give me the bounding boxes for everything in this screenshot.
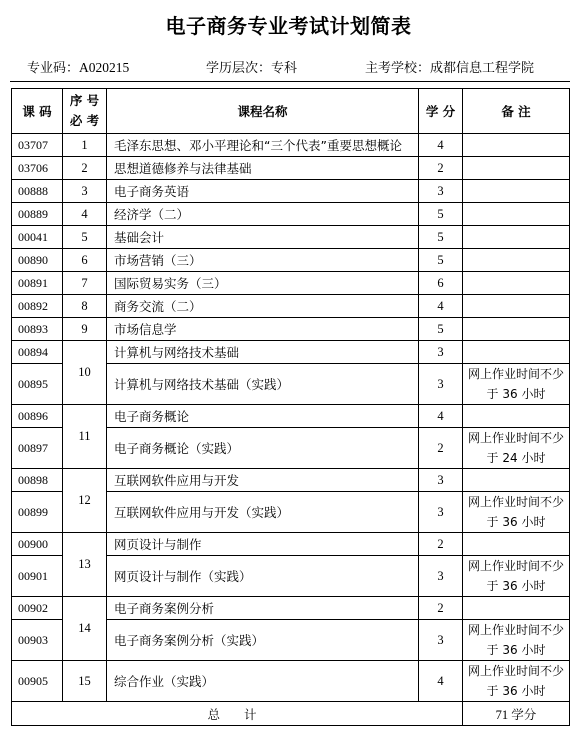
table-row [12,295,570,318]
education-level [206,57,297,76]
table-row [12,318,570,341]
total-row [12,702,570,726]
course-name: 计算机与网络技术基础（实践） [107,364,419,405]
course-seq: 12 [63,469,107,533]
course-name: 基础会计 [107,226,419,249]
course-note [463,318,570,341]
course-name: 电子商务概论 [107,405,419,428]
course-seq: 4 [63,203,107,226]
course-note [463,533,570,556]
table-row [12,157,570,180]
course-credit: 2 [419,533,463,556]
course-credit: 3 [419,492,463,533]
course-name: 电子商务概论（实践） [107,428,419,469]
course-note [463,405,570,428]
course-note: 网上作业时间不少于 36 小时 [463,364,570,405]
course-name: 互联网软件应用与开发 [107,469,419,492]
course-name: 计算机与网络技术基础 [107,341,419,364]
education-level-value: 专科 [271,61,298,76]
total-value: 71 学分 [463,702,570,726]
course-credit: 2 [419,428,463,469]
course-credit: 3 [419,556,463,597]
course-code: 00888 [12,180,63,203]
course-name: 电子商务案例分析（实践） [107,620,419,661]
table-row [12,134,570,157]
education-level-label: 学历层次： [206,61,272,76]
course-seq: 1 [63,134,107,157]
course-credit: 5 [419,226,463,249]
course-seq: 8 [63,295,107,318]
course-code: 00889 [12,203,63,226]
course-note [463,469,570,492]
course-code: 03706 [12,157,63,180]
course-seq: 15 [63,661,107,702]
course-name: 毛泽东思想、邓小平理论和“三个代表”重要思想概论 [107,134,419,157]
course-note: 网上作业时间不少于 36 小时 [463,492,570,533]
course-note [463,203,570,226]
course-name: 经济学（二） [107,203,419,226]
course-code: 00896 [12,405,63,428]
course-code: 00895 [12,364,63,405]
course-name: 市场营销（三） [107,249,419,272]
course-name: 综合作业（实践） [107,661,419,702]
course-note [463,272,570,295]
header-code: 课 码 [12,89,63,134]
course-credit: 6 [419,272,463,295]
host-school-label: 主考学校： [365,61,431,76]
course-code: 00902 [12,597,63,620]
course-seq: 6 [63,249,107,272]
course-seq: 10 [63,341,107,405]
course-note [463,226,570,249]
course-seq: 14 [63,597,107,661]
course-name: 网页设计与制作 [107,533,419,556]
table-row [12,226,570,249]
course-credit: 3 [419,180,463,203]
course-name: 电子商务英语 [107,180,419,203]
course-credit: 3 [419,341,463,364]
major-code-value: A020215 [79,60,130,75]
major-code [27,57,129,76]
course-credit: 4 [419,134,463,157]
course-note: 网上作业时间不少于 36 小时 [463,556,570,597]
course-note [463,295,570,318]
table-row [12,203,570,226]
course-code: 00900 [12,533,63,556]
table-row [12,405,570,428]
course-code: 00898 [12,469,63,492]
course-credit: 4 [419,661,463,702]
header-seq [63,89,107,134]
header-seq-line2: 必 考 [69,113,100,128]
host-school [365,57,534,76]
header-note: 备 注 [463,89,570,134]
course-credit: 4 [419,295,463,318]
table-row [12,469,570,492]
course-credit: 4 [419,405,463,428]
course-name: 商务交流（二） [107,295,419,318]
course-table [11,88,570,726]
total-label: 总 计 [12,702,463,726]
course-note [463,180,570,203]
table-row [12,341,570,364]
course-name: 市场信息学 [107,318,419,341]
course-note [463,341,570,364]
header-seq-line1: 序 号 [69,93,100,108]
table-row [12,180,570,203]
page-title: 电子商务专业考试计划简表 [165,14,412,38]
host-school-value: 成都信息工程学院 [430,61,535,76]
header-divider [10,81,570,82]
course-seq: 9 [63,318,107,341]
course-note: 网上作业时间不少于 36 小时 [463,620,570,661]
course-note [463,134,570,157]
course-credit: 5 [419,249,463,272]
course-seq: 13 [63,533,107,597]
course-seq: 3 [63,180,107,203]
course-code: 00892 [12,295,63,318]
course-code: 03707 [12,134,63,157]
course-note: 网上作业时间不少于 36 小时 [463,661,570,702]
course-code: 00899 [12,492,63,533]
course-credit: 3 [419,469,463,492]
course-name: 互联网软件应用与开发（实践） [107,492,419,533]
course-credit: 2 [419,157,463,180]
course-code: 00905 [12,661,63,702]
course-note [463,249,570,272]
course-note: 网上作业时间不少于 24 小时 [463,428,570,469]
course-seq: 11 [63,405,107,469]
header-credit: 学 分 [419,89,463,134]
course-code: 00903 [12,620,63,661]
table-row [12,272,570,295]
course-code: 00891 [12,272,63,295]
course-credit: 5 [419,203,463,226]
course-code: 00890 [12,249,63,272]
course-note [463,597,570,620]
course-name: 网页设计与制作（实践） [107,556,419,597]
course-seq: 2 [63,157,107,180]
table-row [12,661,570,702]
table-row [12,597,570,620]
header-name: 课程名称 [107,89,419,134]
course-code: 00901 [12,556,63,597]
course-credit: 5 [419,318,463,341]
course-code: 00897 [12,428,63,469]
course-name: 思想道德修养与法律基础 [107,157,419,180]
course-note [463,157,570,180]
course-code: 00893 [12,318,63,341]
course-seq: 5 [63,226,107,249]
major-code-label: 专业码： [27,61,80,76]
course-credit: 3 [419,364,463,405]
course-credit: 3 [419,620,463,661]
course-seq: 7 [63,272,107,295]
table-row [12,249,570,272]
course-name: 国际贸易实务（三） [107,272,419,295]
course-name: 电子商务案例分析 [107,597,419,620]
course-code: 00894 [12,341,63,364]
course-code: 00041 [12,226,63,249]
course-credit: 2 [419,597,463,620]
table-header-row [12,89,570,134]
table-row [12,533,570,556]
